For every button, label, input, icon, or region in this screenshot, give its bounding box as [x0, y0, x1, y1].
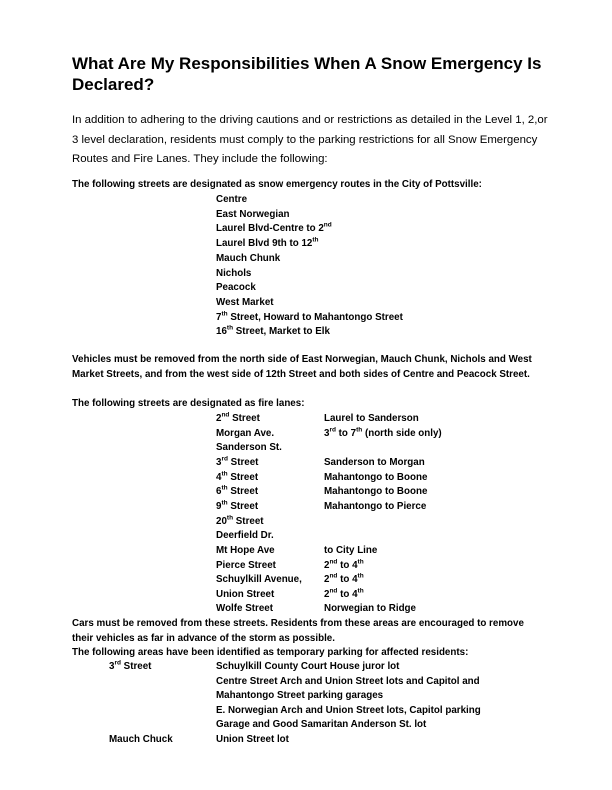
- parking-lot: [216, 718, 426, 731]
- route-item: [216, 222, 332, 235]
- route-name: 16: [216, 326, 227, 338]
- street-name: 3: [216, 456, 222, 468]
- fire-lane-street: [216, 471, 258, 484]
- parking-lot: [216, 733, 289, 746]
- ordinal-suffix: th: [356, 426, 363, 434]
- fire-lane-extent: [324, 485, 427, 498]
- street-name: Sanderson St.: [216, 442, 282, 454]
- fire-lane-street: [216, 515, 264, 528]
- ordinal-suffix: rd: [329, 426, 336, 434]
- fire-lane-street: [216, 456, 258, 469]
- parking-lot: [216, 660, 399, 673]
- lot-text: Centre Street Arch and Union Street lots and Capitol and: [216, 675, 480, 687]
- extent-text: 2: [324, 574, 330, 586]
- area-name: Mauch Chuck: [109, 734, 173, 745]
- street-suffix: Street: [227, 471, 259, 483]
- route-name: East Norwegian: [216, 208, 290, 220]
- fire-lane-street: [216, 427, 274, 440]
- route-extent: Street, Market to Elk: [233, 326, 330, 338]
- street-name: Deerfield Dr.: [216, 530, 274, 542]
- extent-text: 2: [324, 588, 330, 600]
- street-suffix: Street: [229, 413, 260, 424]
- street-name: 6: [216, 486, 222, 498]
- route-name: Nichols: [216, 267, 252, 279]
- lot-text: Union Street lot: [216, 734, 289, 745]
- extent-text: Mahantongo to Pierce: [324, 500, 427, 512]
- ordinal-suffix: nd: [329, 572, 338, 580]
- fire-lane-street: [216, 412, 260, 425]
- ordinal-suffix: nd: [329, 558, 338, 566]
- street-name: 2: [216, 413, 222, 424]
- street-suffix: Street: [227, 456, 259, 468]
- street-name: Pierce Street: [216, 559, 276, 571]
- fire-lane-street: [216, 573, 302, 586]
- fire-lane-extent: [324, 412, 419, 425]
- page-title: What Are My Responsibilities When A Snow Emergency Is Declared?: [72, 54, 542, 94]
- route-extent: Street, Howard to Mahantongo Street: [227, 311, 403, 323]
- fire-lane-extent: [324, 427, 442, 440]
- ordinal-suffix: th: [221, 310, 228, 318]
- cars-paragraph: Cars must be removed from these streets. Residents from these areas are encouraged to remove their vehicles as far in advance of the storm as possible.: [72, 618, 524, 644]
- ordinal-suffix: th: [226, 514, 234, 522]
- extent-text: to 4: [337, 559, 358, 571]
- ordinal-suffix: th: [221, 499, 228, 507]
- route-name: Laurel Blvd-Centre to 2: [216, 223, 324, 235]
- lot-text: Schuylkill County Court House juror lot: [216, 661, 400, 672]
- fire-lane-street: [216, 588, 274, 601]
- fire-lane-extent: [324, 456, 425, 469]
- street-name: Morgan Ave.: [216, 427, 275, 439]
- ordinal-suffix: nd: [329, 587, 338, 595]
- fire-lane-extent: [324, 500, 426, 513]
- street-name: Union Street: [216, 588, 275, 600]
- route-name: Centre: [216, 194, 248, 205]
- route-name: West Market: [216, 296, 274, 308]
- route-name: Laurel Blvd 9th to 12: [216, 238, 313, 250]
- extent-text: Norwegian to Ridge: [324, 603, 416, 615]
- extent-text: to City Line: [324, 544, 378, 556]
- street-name: 20: [216, 515, 227, 527]
- street-suffix: Street: [227, 486, 259, 498]
- fire-lane-street: [216, 529, 274, 542]
- vehicles-paragraph: Vehicles must be removed from the north side of East Norwegian, Mauch Chunk, Nichols and West Market Streets, and from the west side of 12th Street and both sides of Centre and Peacock Street.: [72, 354, 532, 380]
- extent-text: (north side only): [362, 427, 442, 439]
- route-item: [216, 311, 403, 324]
- ordinal-suffix: th: [312, 236, 319, 244]
- route-item: [216, 193, 247, 206]
- lot-text: Garage and Good Samaritan Anderson St. lot: [216, 719, 427, 731]
- parking-lot: [216, 704, 481, 717]
- ordinal-suffix: th: [357, 587, 364, 595]
- parking-area: [109, 733, 173, 746]
- fire-lane-street: [216, 559, 276, 572]
- fire-lane-extent: [324, 559, 364, 572]
- ordinal-suffix: th: [226, 325, 234, 333]
- extent-text: 3: [324, 427, 330, 439]
- intro-paragraph: In addition to adhering to the driving cautions and or restrictions as detailed in the Level 1, 2,or 3 level declaration, residents must comply to the parking restrictions for all Snow Emergency Routes and Fire Lanes. They include the following:: [72, 114, 548, 165]
- extent-text: to 7: [335, 427, 357, 439]
- ordinal-suffix: rd: [221, 455, 228, 463]
- parking-area: [109, 660, 151, 673]
- route-item: [216, 325, 330, 338]
- ordinal-suffix: th: [221, 470, 228, 478]
- fire-lane-extent: [324, 602, 416, 615]
- fire-lane-street: [216, 602, 273, 615]
- ordinal-suffix: th: [357, 572, 364, 580]
- street-suffix: Street: [227, 500, 259, 512]
- fire-lane-street: [216, 441, 282, 454]
- route-item: [216, 267, 251, 280]
- route-item: [216, 252, 280, 265]
- extent-text: to 4: [337, 588, 358, 600]
- ordinal-suffix: th: [357, 558, 364, 566]
- route-name: Peacock: [216, 282, 256, 294]
- extent-text: Sanderson to Morgan: [324, 456, 425, 468]
- extent-text: Mahantongo to Boone: [324, 486, 428, 498]
- ordinal-suffix: th: [221, 484, 228, 492]
- parking-lot: [216, 689, 383, 702]
- lot-text: E. Norwegian Arch and Union Street lots, Capitol parking: [216, 704, 481, 716]
- lot-text: Mahantongo Street parking garages: [216, 690, 384, 702]
- extent-text: to 4: [337, 574, 358, 586]
- extent-text: Mahantongo to Boone: [324, 471, 428, 483]
- fire-lanes-heading: The following streets are designated as fire lanes:: [72, 398, 305, 409]
- extent-text: 2: [324, 559, 330, 571]
- route-name: 7: [216, 311, 222, 323]
- fire-lane-street: [216, 485, 258, 498]
- route-item: [216, 296, 274, 309]
- street-name: Mt Hope Ave: [216, 544, 275, 556]
- street-name: 9: [216, 500, 222, 512]
- extent-text: Laurel to Sanderson: [324, 413, 419, 424]
- parking-heading: The following areas have been identified as temporary parking for affected residents:: [72, 647, 469, 658]
- fire-lane-street: [216, 500, 258, 513]
- fire-lane-extent: [324, 588, 364, 601]
- route-name: Mauch Chunk: [216, 252, 281, 264]
- area-name: 3: [109, 661, 115, 672]
- ordinal-suffix: rd: [114, 659, 121, 667]
- route-item: [216, 281, 256, 294]
- fire-lane-extent: [324, 573, 364, 586]
- parking-lot: [216, 675, 480, 688]
- ordinal-suffix: nd: [323, 222, 332, 230]
- street-name: Schuylkill Avenue,: [216, 574, 302, 586]
- fire-lane-street: [216, 544, 275, 557]
- street-suffix: Street: [233, 515, 264, 527]
- route-item: [216, 237, 319, 250]
- fire-lane-extent: [324, 544, 377, 557]
- route-item: [216, 208, 290, 221]
- ordinal-suffix: nd: [221, 411, 230, 419]
- fire-lane-extent: [324, 471, 427, 484]
- area-suffix: Street: [120, 661, 152, 672]
- routes-heading: The following streets are designated as snow emergency routes in the City of Pottsville:: [72, 179, 482, 190]
- street-name: Wolfe Street: [216, 603, 273, 615]
- street-name: 4: [216, 471, 222, 483]
